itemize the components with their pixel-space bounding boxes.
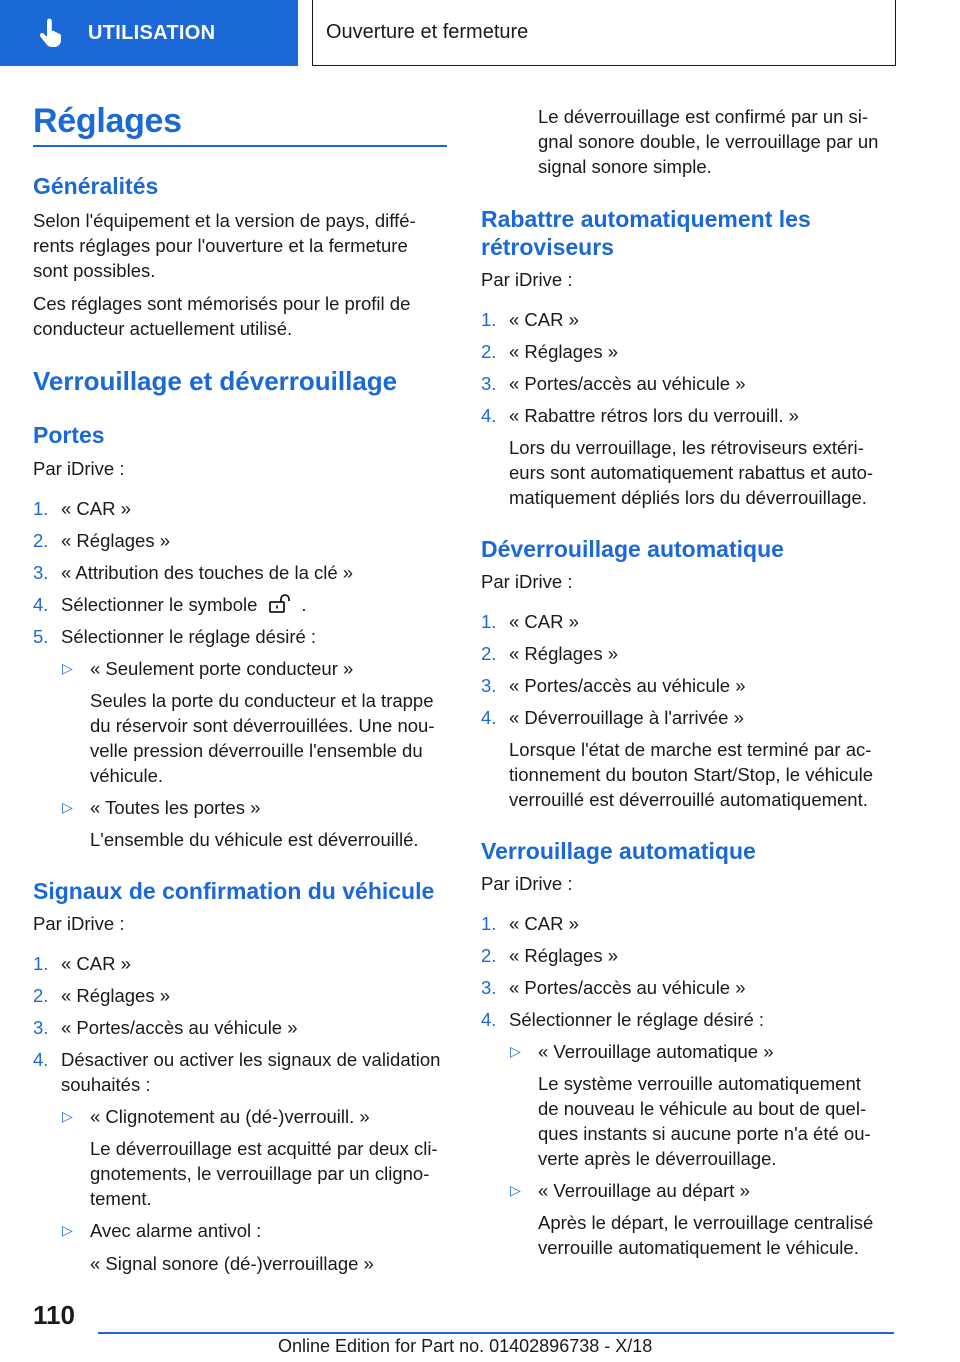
option-description [90, 827, 419, 852]
list-number: 2. [33, 985, 49, 1006]
intro-verrouillage-auto: Par iDrive : [481, 873, 573, 894]
option-label: « Toutes les portes » [90, 797, 261, 818]
option-description [538, 1071, 871, 1171]
list-text: « Portes/accès au véhicule » [509, 373, 746, 394]
heading-line: Rabattre automatiquement les [481, 206, 811, 232]
text-line: eurs sont automatiquement rabattus et auto- [509, 462, 874, 483]
list-number: 3. [33, 1017, 49, 1038]
unlocked-padlock-icon [267, 594, 293, 614]
text-line: « Signal sonore (dé-)verrouillage » [90, 1253, 374, 1274]
heading-retroviseurs [481, 205, 811, 261]
title-divider [33, 145, 447, 147]
heading-verrouillage: Verrouillage et déverrouillage [33, 366, 398, 396]
option-description [90, 1251, 374, 1276]
paragraph-continuation [538, 104, 878, 179]
text-line: verrouillé est déverrouillé automatiquement. [509, 789, 868, 810]
list-number: 4. [481, 405, 497, 426]
list-text: « Réglages » [61, 530, 171, 551]
text-line: gnal sonore double, le verrouillage par un [538, 131, 879, 152]
list-number: 4. [481, 1009, 497, 1030]
list-text [61, 592, 307, 617]
list-text: « CAR » [61, 953, 131, 974]
list-text: « Portes/accès au véhicule » [509, 675, 746, 696]
option-label: Avec alarme antivol : [90, 1220, 262, 1241]
list-number: 2. [481, 945, 497, 966]
list-text: « Réglages » [509, 341, 619, 362]
option-description [90, 1136, 438, 1211]
chapter-tab [0, 0, 298, 66]
list-text: Sélectionner le réglage désiré : [61, 626, 317, 647]
step-description [509, 737, 873, 812]
list-number: 2. [481, 341, 497, 362]
text-line: velle pression déverrouille l'ensemble du [90, 740, 423, 761]
list-number: 1. [33, 953, 49, 974]
text-line: véhicule. [90, 765, 164, 786]
list-text: Sélectionner le réglage désiré : [509, 1009, 765, 1030]
list-number: 4. [33, 594, 49, 615]
heading-verrouillage-auto: Verrouillage automatique [481, 838, 756, 864]
list-text-main: Sélectionner le symbole [61, 594, 258, 615]
list-text: « CAR » [61, 498, 131, 519]
text-line: rents réglages pour l'ouverture et la fermeture [33, 235, 408, 256]
list-text: « CAR » [509, 913, 579, 934]
list-number: 3. [481, 977, 497, 998]
text-line: verte après le déverrouillage. [538, 1148, 777, 1169]
text-line: Ces réglages sont mémorisés pour le profil de [33, 293, 411, 314]
footer-divider [98, 1332, 894, 1334]
text-line: Le déverrouillage est acquitté par deux cli- [90, 1138, 438, 1159]
text-line: ques instants si aucune porte n'a été ou- [538, 1123, 871, 1144]
list-text-continuation: souhaités : [61, 1074, 151, 1095]
list-number: 3. [481, 373, 497, 394]
hand-pointer-icon [38, 18, 64, 48]
text-line: L'ensemble du véhicule est déverrouillé. [90, 829, 419, 850]
list-number: 1. [481, 309, 497, 330]
paragraph-generalites-1 [33, 208, 416, 283]
option-label: « Verrouillage au départ » [538, 1180, 750, 1201]
option-label: « Verrouillage automatique » [538, 1041, 774, 1062]
text-line: tionnement du bouton Start/Stop, le véhicule [509, 764, 874, 785]
list-number: 5. [33, 626, 49, 647]
list-number: 3. [481, 675, 497, 696]
list-text: « Attribution des touches de la clé » [61, 562, 354, 583]
text-line: Le déverrouillage est confirmé par un si- [538, 106, 869, 127]
triangle-bullet-icon: ▷ [510, 1043, 521, 1059]
heading-line: rétroviseurs [481, 234, 614, 260]
text-line: Le système verrouille automatiquement [538, 1073, 861, 1094]
text-line: Lorsque l'état de marche est terminé par ac- [509, 739, 872, 760]
list-text-suffix: . [301, 594, 307, 615]
step-description [509, 435, 873, 510]
text-line: Selon l'équipement et la version de pays, diffé- [33, 210, 416, 231]
text-line: signal sonore simple. [538, 156, 712, 177]
text-line: tement. [90, 1188, 152, 1209]
page-title: Réglages [33, 102, 182, 140]
list-number: 3. [33, 562, 49, 583]
list-number: 4. [481, 707, 497, 728]
option-description [538, 1210, 873, 1260]
list-number: 1. [481, 913, 497, 934]
heading-deverrouillage-auto: Déverrouillage automatique [481, 536, 784, 562]
intro-retroviseurs: Par iDrive : [481, 269, 573, 290]
page-number: 110 [33, 1300, 75, 1330]
heading-generalites: Généralités [33, 173, 159, 199]
list-text: Désactiver ou activer les signaux de validation [61, 1049, 441, 1070]
list-text: « Réglages » [509, 945, 619, 966]
list-text: « Déverrouillage à l'arrivée » [509, 707, 744, 728]
text-line: Après le départ, le verrouillage centralisé [538, 1212, 874, 1233]
section-tab [312, 0, 896, 66]
edition-note: Online Edition for Part no. 01402896738 - X/18 [278, 1336, 653, 1356]
text-line: verrouille automatiquement le véhicule. [538, 1237, 859, 1258]
text-line: Lors du verrouillage, les rétroviseurs extéri- [509, 437, 864, 458]
triangle-bullet-icon: ▷ [510, 1182, 521, 1198]
option-description [90, 688, 434, 788]
list-text: « Portes/accès au véhicule » [61, 1017, 298, 1038]
list-text: « Réglages » [509, 643, 619, 664]
heading-portes: Portes [33, 422, 105, 448]
list-text: « CAR » [509, 611, 579, 632]
list-number: 4. [33, 1049, 49, 1070]
intro-portes: Par iDrive : [33, 458, 125, 479]
text-line: du réservoir sont déverrouillées. Une nou- [90, 715, 435, 736]
list-number: 2. [33, 530, 49, 551]
option-label: « Seulement porte conducteur » [90, 658, 354, 679]
list-text: « Réglages » [61, 985, 171, 1006]
triangle-bullet-icon: ▷ [62, 1108, 73, 1124]
heading-signaux: Signaux de confirmation du véhicule [33, 878, 435, 904]
triangle-bullet-icon: ▷ [62, 660, 73, 676]
text-line: sont possibles. [33, 260, 156, 281]
intro-signaux: Par iDrive : [33, 913, 125, 934]
intro-deverrouillage-auto: Par iDrive : [481, 571, 573, 592]
list-number: 1. [481, 611, 497, 632]
triangle-bullet-icon: ▷ [62, 1222, 73, 1238]
triangle-bullet-icon: ▷ [62, 799, 73, 815]
text-line: de nouveau le véhicule au bout de quel- [538, 1098, 867, 1119]
text-line: gnotements, le verrouillage par un cligno- [90, 1163, 430, 1184]
text-line: Seules la porte du conducteur et la trappe [90, 690, 434, 711]
option-label: « Clignotement au (dé-)verrouill. » [90, 1106, 370, 1127]
text-line: conducteur actuellement utilisé. [33, 318, 293, 339]
paragraph-generalites-2 [33, 291, 410, 341]
list-text: « CAR » [509, 309, 579, 330]
list-text: « Portes/accès au véhicule » [509, 977, 746, 998]
list-text: « Rabattre rétros lors du verrouill. » [509, 405, 799, 426]
chapter-title: UTILISATION [88, 21, 216, 44]
list-number: 2. [481, 643, 497, 664]
list-number: 1. [33, 498, 49, 519]
section-title: Ouverture et fermeture [326, 21, 529, 43]
text-line: matiquement dépliés lors du déverrouillage. [509, 487, 867, 508]
